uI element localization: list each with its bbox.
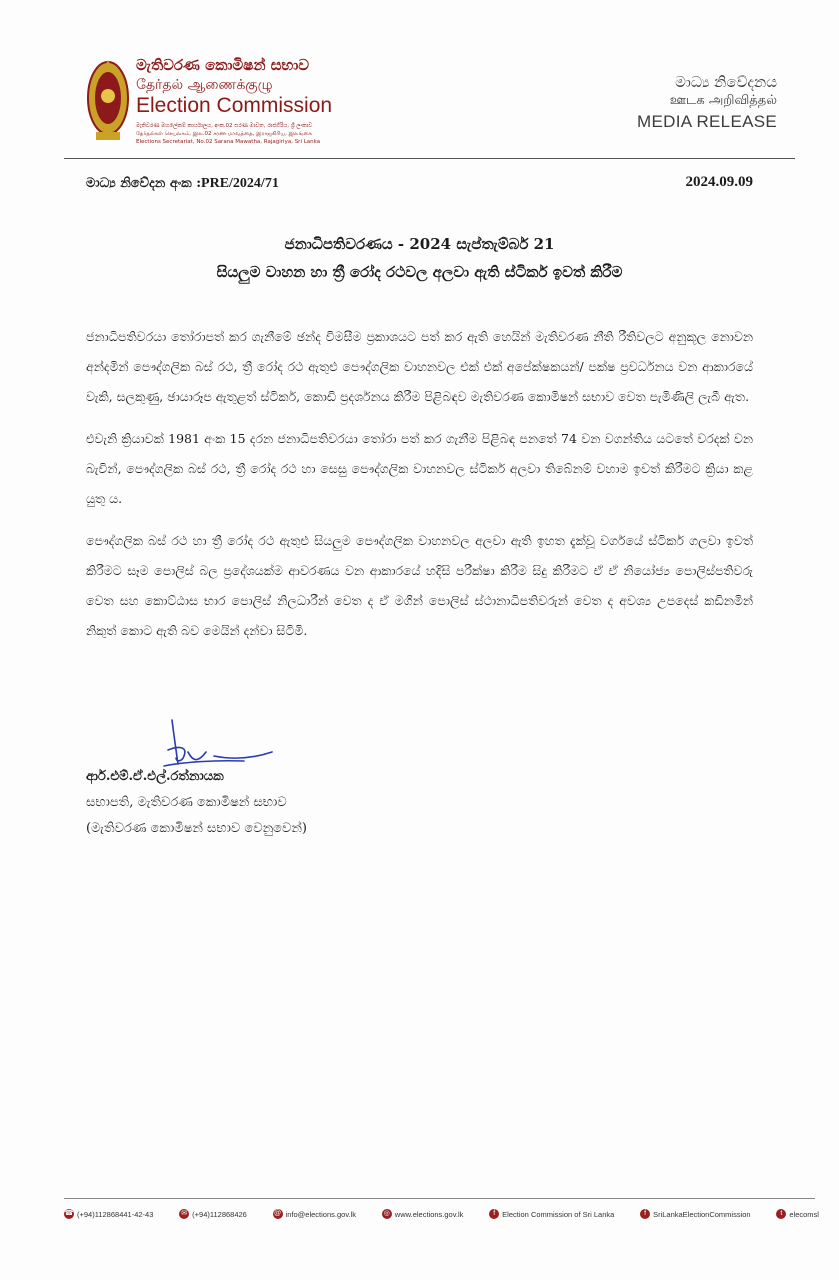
footer-facebook[interactable] [489,1209,614,1219]
media-label-tamil: ஊடக அறிவித்தல் [669,93,777,108]
reference-number [86,176,279,192]
facebook-text: Election Commission of Sri Lanka [502,1209,615,1219]
org-name-sinhala: මැතිවරණ කොමිෂන් සභාව [136,56,310,74]
signatory-name: ආර්.එම්.ඒ.එල්.රත්නායක [86,769,224,784]
twitter-text: elecomsl [789,1209,819,1219]
address-tamil: தேர்தல்கள் செயலகம், இல.02 சரண மாவத்தை, இராஜகிரிய, இலங்கை [136,131,313,137]
email-icon: @ [274,1210,282,1217]
footer-fax[interactable] [179,1209,247,1219]
address-sinhala: මැතිවරණ මහලේකම් කාර්යාලය, අංක.02 සරණ මාවත, රාජගිරිය, ශ්‍රී ලංකාව [136,123,313,129]
globe-icon: ◎ [383,1210,390,1217]
phone-text: (+94)112868441-42-43 [77,1209,154,1219]
footer-twitter[interactable] [776,1209,819,1219]
release-date: 2024.09.09 [685,174,753,190]
reference-label: මාධ්‍ය නිවේදන අංක : [86,176,202,191]
document-body [86,322,753,658]
org-name-tamil: தேர்தல் ஆணைக்குழு [136,77,273,93]
title-line-1: ජනාධිපතිවරණය - 2024 සැප්තැම්බර් 21 [284,235,555,253]
organization-block [136,56,356,146]
twitter-icon: t [776,1209,786,1219]
state-emblem-icon [86,56,130,144]
body-paragraph: එවැනි ක්‍රියාවක් 1981 අංක 15 දරන ජනාධිපතිවරයා තෝරා පත් කර ගැනීම පිළිබඳ පනතේ 74 වන වගන්තිය යටතේ වරදක් වන බැවින්, පෞද්ගලික බස් රථ, ත්‍රී රෝද රථ හා සෙසු පෞද්ගලික වාහනවල ස්ටිකර් අලවා තිබේනම් වහාම ඉවත් කිරීමට ක්‍රියා කළ යුතු ය. [86,431,753,506]
footer-email[interactable] [273,1209,356,1219]
fax-text: (+94)112868426 [192,1209,247,1219]
footer-phone[interactable] [64,1209,153,1219]
signatory-on-behalf: (මැතිවරණ කොමිෂන් සභාව වෙනුවෙන්) [86,821,307,836]
phone-icon: ☎ [64,1210,74,1217]
footer-divider [64,1198,815,1199]
facebook-icon: f [640,1209,650,1219]
media-label-english: MEDIA RELEASE [637,112,777,131]
media-release-label [637,72,777,134]
title-line-2: සියලුම වාහන හා ත්‍රී රෝද රථවල අලවා ඇති ස්ටිකර් ඉවත් කිරීම [216,263,623,281]
media-label-sinhala: මාධ්‍ය නිවේදනය [675,73,777,91]
signatory-block [86,764,307,842]
signatory-title: සභාපති, මැතිවරණ කොමිෂන් සභාව [86,795,287,810]
footer-facebook-page[interactable] [640,1209,751,1219]
reference-value: PRE/2024/71 [201,176,279,191]
email-text: info@elections.gov.lk [285,1209,357,1219]
facebook-icon: f [489,1209,499,1219]
footer-contacts [64,1209,819,1219]
footer-web[interactable] [382,1209,464,1219]
document-title [86,230,753,286]
web-text: www.elections.gov.lk [394,1209,464,1219]
facebook-page-text: SriLankaElectionCommission [653,1209,751,1219]
body-paragraph: පෞද්ගලික බස් රථ හා ත්‍රී රෝද රථ ඇතුළු සියලුම පෞද්ගලික වාහනවල අලවා ඇති ඉහත දැක්වූ වර්ගයේ ස්ටිකර් ගලවා ඉවත් කිරීමට සෑම පොලිස් බල ප්‍රදේශයක්ම ආවරණය වන ආකාරයේ හදිසි පරීක්ෂා කිරීම සිදු කිරීමට ඒ ඒ නියෝජ්‍ය පොලිස්පතිවරු වෙත සහ කොට්ඨාස භාර පොලිස් නිලධාරීන් වෙත ද ඒ මගින් පොලිස් ස්ථානාධිපතිවරුන් වෙත ද අවශ්‍ය උපදෙස් කඩිනමින් නිකුත් කොට ඇති බව මෙයින් දන්වා සිටිමි. [86,533,753,638]
fax-icon: ✉ [179,1209,189,1219]
body-paragraph: ජනාධිපතිවරයා තෝරාපත් කර ගැනීමේ ඡන්ද විමසීම ප්‍රකාශයට පත් කර ඇති හෙයින් මැතිවරණ නීති රීතිවලට අනුකූල නොවන අන්දමින් පෞද්ගලික බස් රථ, ත්‍රී රෝද රථ ඇතුළු පෞද්ගලික වාහනවල එක් එක් අපේක්ෂකයන්/ පක්ෂ ප්‍රවර්ධනය වන ආකාරයේ වැකි, සලකුණු, ඡායාරූප ඇතුළත් ස්ටිකර්, කොඩි ප්‍රදර්ශනය කිරීම පිළිබඳව මැතිවරණ කොමිෂන් සභාව වෙත පැමිණිලි ලැබී ඇත. [86,329,753,404]
address-english: Elections Secretariat, No.02 Sarana Mawatha, Rajagiriya, Sri Lanka [136,139,321,145]
org-name-english: Election Commission [136,94,333,117]
header-divider [64,158,795,159]
